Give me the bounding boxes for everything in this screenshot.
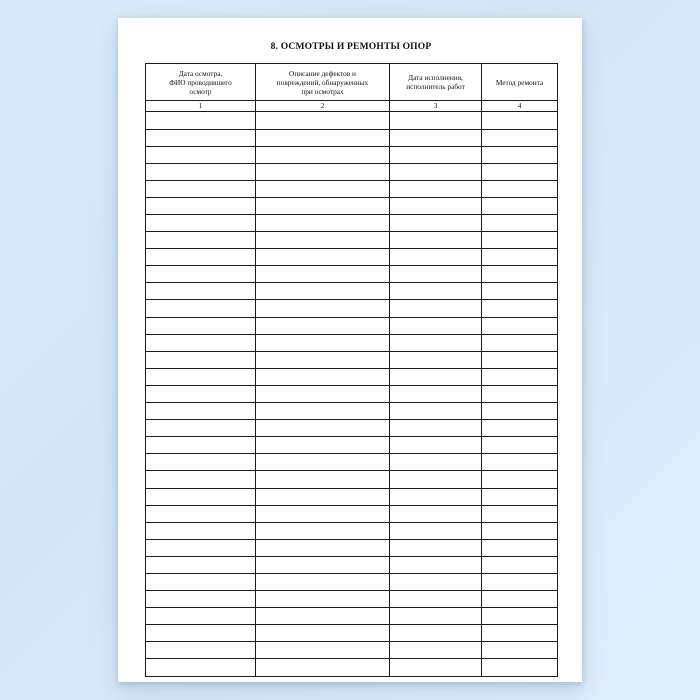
table-cell[interactable]: [146, 403, 256, 420]
table-cell[interactable]: [146, 112, 256, 129]
table-cell[interactable]: [256, 351, 390, 368]
table-cell[interactable]: [482, 215, 558, 232]
table-cell[interactable]: [390, 300, 482, 317]
table-cell[interactable]: [146, 146, 256, 163]
table-cell[interactable]: [390, 591, 482, 608]
column-header-inspection-date: Дата осмотра, ФИО проводившего осмотр: [146, 64, 256, 101]
table-row[interactable]: [146, 591, 558, 608]
table-cell[interactable]: [146, 385, 256, 402]
table-cell[interactable]: [146, 591, 256, 608]
table-cell[interactable]: [482, 522, 558, 539]
table-cell[interactable]: [482, 471, 558, 488]
table-cell[interactable]: [482, 608, 558, 625]
table-header: [146, 64, 558, 112]
table-row[interactable]: [146, 488, 558, 505]
table-cell[interactable]: [482, 385, 558, 402]
table-row[interactable]: [146, 522, 558, 539]
table-cell[interactable]: [146, 249, 256, 266]
table-cell[interactable]: [146, 420, 256, 437]
table-cell[interactable]: [146, 215, 256, 232]
table-cell[interactable]: [390, 454, 482, 471]
table-cell[interactable]: [256, 642, 390, 659]
table-cell[interactable]: [256, 505, 390, 522]
table-cell[interactable]: [390, 437, 482, 454]
table-cell[interactable]: [256, 334, 390, 351]
table-row[interactable]: [146, 197, 558, 214]
table-row[interactable]: [146, 437, 558, 454]
table-cell[interactable]: [390, 556, 482, 573]
table-cell[interactable]: [256, 215, 390, 232]
table-cell[interactable]: [390, 283, 482, 300]
table-cell[interactable]: [390, 471, 482, 488]
table-cell[interactable]: [256, 556, 390, 573]
table-cell[interactable]: [256, 591, 390, 608]
table-cell[interactable]: [146, 573, 256, 590]
table-body: [146, 112, 558, 676]
table-cell[interactable]: [482, 249, 558, 266]
table-cell[interactable]: [390, 420, 482, 437]
table-cell[interactable]: [390, 215, 482, 232]
table-row[interactable]: [146, 249, 558, 266]
table-row[interactable]: [146, 163, 558, 180]
table-cell[interactable]: [146, 129, 256, 146]
table-cell[interactable]: [482, 403, 558, 420]
table-cell[interactable]: [256, 454, 390, 471]
table-cell[interactable]: [482, 488, 558, 505]
table-cell[interactable]: [256, 266, 390, 283]
table-cell[interactable]: [146, 488, 256, 505]
table-cell[interactable]: [146, 351, 256, 368]
table-cell[interactable]: [146, 266, 256, 283]
table-row[interactable]: [146, 112, 558, 129]
table-cell[interactable]: [390, 129, 482, 146]
table-cell[interactable]: [482, 334, 558, 351]
table-row[interactable]: [146, 368, 558, 385]
page-title: 8. ОСМОТРЫ И РЕМОНТЫ ОПОР: [270, 42, 432, 52]
table-cell[interactable]: [482, 659, 558, 676]
table-cell[interactable]: [256, 317, 390, 334]
table-cell[interactable]: [390, 368, 482, 385]
table-row[interactable]: [146, 266, 558, 283]
table-cell[interactable]: [390, 180, 482, 197]
inspections-repairs-table: [145, 63, 558, 676]
table-cell[interactable]: [256, 146, 390, 163]
table-row[interactable]: [146, 283, 558, 300]
table-row[interactable]: [146, 334, 558, 351]
table-cell[interactable]: [146, 300, 256, 317]
table-cell[interactable]: [256, 112, 390, 129]
table-cell[interactable]: [256, 437, 390, 454]
column-number-4: 4: [482, 101, 558, 112]
table-cell[interactable]: [482, 539, 558, 556]
table-row[interactable]: [146, 129, 558, 146]
table-cell[interactable]: [256, 163, 390, 180]
table-cell[interactable]: [390, 163, 482, 180]
table-cell[interactable]: [390, 146, 482, 163]
document-page: [118, 18, 582, 682]
table-cell[interactable]: [482, 112, 558, 129]
table-row[interactable]: [146, 659, 558, 676]
table-cell[interactable]: [482, 146, 558, 163]
table-cell[interactable]: [390, 266, 482, 283]
table-row[interactable]: [146, 215, 558, 232]
table-row[interactable]: [146, 420, 558, 437]
table-cell[interactable]: [146, 505, 256, 522]
page-content: [145, 42, 557, 660]
table-cell[interactable]: [146, 317, 256, 334]
table-cell[interactable]: [482, 197, 558, 214]
table-cell[interactable]: [146, 437, 256, 454]
table-cell[interactable]: [482, 180, 558, 197]
table-cell[interactable]: [482, 437, 558, 454]
column-header-defects-description: Описание дефектов и повреждений, обнаруженных при осмотрах: [256, 64, 390, 101]
table-row[interactable]: [146, 300, 558, 317]
table-cell[interactable]: [390, 351, 482, 368]
table-cell[interactable]: [482, 573, 558, 590]
table-row[interactable]: [146, 180, 558, 197]
table-row[interactable]: [146, 608, 558, 625]
column-header-repair-method: Метод ремонта: [482, 64, 558, 101]
table-cell[interactable]: [390, 625, 482, 642]
table-row[interactable]: [146, 556, 558, 573]
table-row[interactable]: [146, 403, 558, 420]
table-cell[interactable]: [390, 573, 482, 590]
table-cell[interactable]: [390, 488, 482, 505]
table-row[interactable]: [146, 146, 558, 163]
table-cell[interactable]: [482, 300, 558, 317]
table-cell[interactable]: [146, 625, 256, 642]
table-cell[interactable]: [256, 385, 390, 402]
table-cell[interactable]: [482, 454, 558, 471]
table-cell[interactable]: [256, 659, 390, 676]
table-cell[interactable]: [482, 317, 558, 334]
table-cell[interactable]: [482, 420, 558, 437]
table-cell[interactable]: [390, 334, 482, 351]
table-cell[interactable]: [482, 505, 558, 522]
column-number-1: 1: [146, 101, 256, 112]
table-cell[interactable]: [390, 505, 482, 522]
table-cell[interactable]: [146, 283, 256, 300]
table-cell[interactable]: [482, 368, 558, 385]
table-cell[interactable]: [256, 232, 390, 249]
table-cell[interactable]: [390, 385, 482, 402]
table-row[interactable]: [146, 317, 558, 334]
table-row[interactable]: [146, 539, 558, 556]
table-row[interactable]: [146, 454, 558, 471]
table-cell[interactable]: [482, 625, 558, 642]
table-row[interactable]: [146, 642, 558, 659]
table-cell[interactable]: [390, 249, 482, 266]
table-cell[interactable]: [390, 659, 482, 676]
table-cell[interactable]: [146, 334, 256, 351]
table-column-numbers-row: [146, 101, 558, 112]
table-cell[interactable]: [482, 556, 558, 573]
table-cell[interactable]: [256, 471, 390, 488]
table-cell[interactable]: [256, 625, 390, 642]
table-cell[interactable]: [256, 522, 390, 539]
table-row[interactable]: [146, 625, 558, 642]
table-cell[interactable]: [256, 180, 390, 197]
table-cell[interactable]: [482, 642, 558, 659]
table-cell[interactable]: [390, 522, 482, 539]
table-row[interactable]: [146, 351, 558, 368]
table-cell[interactable]: [390, 232, 482, 249]
table-cell[interactable]: [390, 112, 482, 129]
table-cell[interactable]: [390, 608, 482, 625]
table-cell[interactable]: [146, 368, 256, 385]
column-number-3: 3: [390, 101, 482, 112]
table-cell[interactable]: [482, 591, 558, 608]
table-row[interactable]: [146, 385, 558, 402]
table-cell[interactable]: [146, 197, 256, 214]
table-row[interactable]: [146, 573, 558, 590]
table-row[interactable]: [146, 232, 558, 249]
table-cell[interactable]: [390, 197, 482, 214]
table-cell[interactable]: [256, 249, 390, 266]
table-cell[interactable]: [256, 368, 390, 385]
table-row[interactable]: [146, 505, 558, 522]
table-cell[interactable]: [146, 454, 256, 471]
table-cell[interactable]: [146, 471, 256, 488]
table-cell[interactable]: [146, 522, 256, 539]
table-cell[interactable]: [482, 283, 558, 300]
table-cell[interactable]: [482, 129, 558, 146]
table-cell[interactable]: [256, 129, 390, 146]
table-cell[interactable]: [256, 283, 390, 300]
table-cell[interactable]: [482, 351, 558, 368]
table-cell[interactable]: [146, 642, 256, 659]
table-cell[interactable]: [482, 232, 558, 249]
table-cell[interactable]: [390, 403, 482, 420]
table-cell[interactable]: [146, 180, 256, 197]
table-cell[interactable]: [256, 488, 390, 505]
table-cell[interactable]: [390, 317, 482, 334]
table-cell[interactable]: [146, 232, 256, 249]
column-header-execution-date: Дата исполнения, исполнитель работ: [390, 64, 482, 101]
table-cell[interactable]: [256, 197, 390, 214]
table-cell[interactable]: [256, 300, 390, 317]
table-row[interactable]: [146, 471, 558, 488]
table-cell[interactable]: [256, 608, 390, 625]
table-cell[interactable]: [146, 163, 256, 180]
table-cell[interactable]: [146, 608, 256, 625]
table-cell[interactable]: [256, 420, 390, 437]
table-cell[interactable]: [390, 642, 482, 659]
column-number-2: 2: [256, 101, 390, 112]
table-cell[interactable]: [256, 539, 390, 556]
table-cell[interactable]: [390, 539, 482, 556]
table-cell[interactable]: [146, 659, 256, 676]
table-header-row: [146, 64, 558, 101]
table-cell[interactable]: [256, 573, 390, 590]
table-cell[interactable]: [482, 266, 558, 283]
table-cell[interactable]: [146, 556, 256, 573]
table-cell[interactable]: [146, 539, 256, 556]
table-cell[interactable]: [482, 163, 558, 180]
table-cell[interactable]: [256, 403, 390, 420]
